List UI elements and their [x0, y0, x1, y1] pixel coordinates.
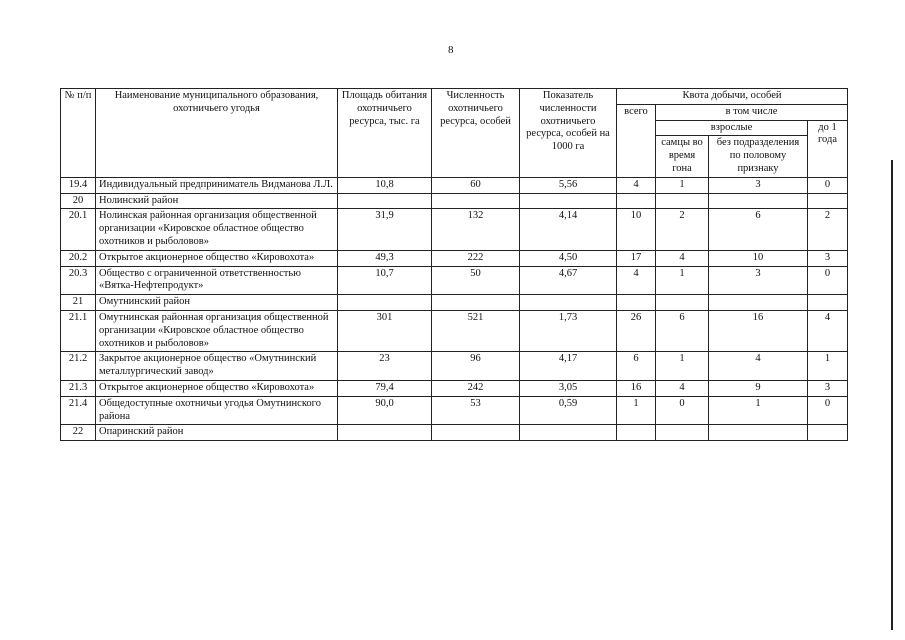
header-no-sex: без подразделения по половому признаку: [709, 136, 808, 177]
cell-under1: 1: [808, 352, 848, 381]
cell-nosex: [709, 193, 808, 209]
row-name: Индивидуальный предприниматель Видманова Л.Л.: [96, 177, 338, 193]
cell-density: 1,73: [520, 310, 617, 351]
cell-males: 4: [656, 250, 709, 266]
row-number: 21.3: [61, 380, 96, 396]
cell-area: 10,7: [338, 266, 432, 295]
cell-males: 6: [656, 310, 709, 351]
cell-nosex: 1: [709, 396, 808, 425]
header-num: № п/п: [61, 89, 96, 178]
row-name: Нолинская районная организация общественной организации «Кировское областное общество охотников и рыболовов»: [96, 209, 338, 250]
cell-nosex: 9: [709, 380, 808, 396]
cell-males: [656, 425, 709, 441]
cell-under1: [808, 425, 848, 441]
cell-population: 132: [432, 209, 520, 250]
cell-density: [520, 295, 617, 311]
cell-density: 0,59: [520, 396, 617, 425]
cell-total: 4: [617, 266, 656, 295]
row-name: Омутнинский район: [96, 295, 338, 311]
table-row: [61, 352, 848, 381]
header-population: Численность охотничьего ресурса, особей: [432, 89, 520, 178]
district-row: [61, 193, 848, 209]
row-number: 21.1: [61, 310, 96, 351]
cell-males: 1: [656, 177, 709, 193]
cell-total: 6: [617, 352, 656, 381]
cell-total: [617, 425, 656, 441]
cell-population: 222: [432, 250, 520, 266]
cell-population: 96: [432, 352, 520, 381]
cell-density: 4,50: [520, 250, 617, 266]
table-row: [61, 310, 848, 351]
row-number: 21.2: [61, 352, 96, 381]
cell-density: [520, 425, 617, 441]
quota-table: [60, 88, 848, 441]
cell-population: 53: [432, 396, 520, 425]
header-density: Показатель численности охотничьего ресурса, особей на 1000 га: [520, 89, 617, 178]
cell-under1: 0: [808, 177, 848, 193]
row-name: Закрытое акционерное общество «Омутнинский металлургический завод»: [96, 352, 338, 381]
cell-nosex: 10: [709, 250, 808, 266]
cell-population: 521: [432, 310, 520, 351]
cell-density: 3,05: [520, 380, 617, 396]
row-number: 19.4: [61, 177, 96, 193]
cell-total: 4: [617, 177, 656, 193]
row-number: 20: [61, 193, 96, 209]
header-name: Наименование муниципального образования, охотничьего угодья: [96, 89, 338, 178]
cell-males: 1: [656, 352, 709, 381]
district-row: [61, 295, 848, 311]
cell-nosex: [709, 295, 808, 311]
district-row: [61, 425, 848, 441]
cell-males: 2: [656, 209, 709, 250]
table-row: [61, 209, 848, 250]
cell-area: [338, 193, 432, 209]
cell-density: 4,17: [520, 352, 617, 381]
row-name: Нолинский район: [96, 193, 338, 209]
cell-males: 4: [656, 380, 709, 396]
cell-nosex: 3: [709, 266, 808, 295]
cell-area: 31,9: [338, 209, 432, 250]
row-name: Общедоступные охотничьи угодья Омутнинского района: [96, 396, 338, 425]
table-body: [61, 177, 848, 440]
row-number: 20.1: [61, 209, 96, 250]
row-name: Омутнинская районная организация общественной организации «Кировское областное общество охотников и рыболовов»: [96, 310, 338, 351]
cell-population: [432, 193, 520, 209]
row-number: 21.4: [61, 396, 96, 425]
row-number: 20.3: [61, 266, 96, 295]
header-area: Площадь обитания охотничьего ресурса, тыс. га: [338, 89, 432, 178]
cell-total: 26: [617, 310, 656, 351]
cell-total: 1: [617, 396, 656, 425]
header-total: всего: [617, 104, 656, 177]
cell-population: 60: [432, 177, 520, 193]
row-number: 21: [61, 295, 96, 311]
header-quota: Квота добычи, особей: [617, 89, 848, 105]
cell-population: 242: [432, 380, 520, 396]
cell-under1: [808, 295, 848, 311]
cell-under1: 3: [808, 250, 848, 266]
cell-nosex: 6: [709, 209, 808, 250]
cell-under1: 4: [808, 310, 848, 351]
cell-total: 16: [617, 380, 656, 396]
cell-under1: [808, 193, 848, 209]
row-name: Открытое акционерное общество «Кировохота»: [96, 250, 338, 266]
header-under1: до 1 года: [808, 120, 848, 177]
cell-total: 10: [617, 209, 656, 250]
cell-area: [338, 425, 432, 441]
cell-total: [617, 295, 656, 311]
table-row: [61, 250, 848, 266]
cell-area: 23: [338, 352, 432, 381]
row-number: 22: [61, 425, 96, 441]
page-number: 8: [448, 44, 454, 56]
cell-males: [656, 295, 709, 311]
cell-males: 0: [656, 396, 709, 425]
cell-area: 10,8: [338, 177, 432, 193]
cell-density: 4,67: [520, 266, 617, 295]
header-adults: взрослые: [656, 120, 808, 136]
cell-area: 90,0: [338, 396, 432, 425]
cell-population: [432, 295, 520, 311]
cell-population: [432, 425, 520, 441]
cell-total: 17: [617, 250, 656, 266]
cell-nosex: 16: [709, 310, 808, 351]
header-males-rut: самцы во время гона: [656, 136, 709, 177]
header-including: в том числе: [656, 104, 848, 120]
cell-nosex: [709, 425, 808, 441]
cell-area: 79,4: [338, 380, 432, 396]
cell-under1: 0: [808, 396, 848, 425]
table-row: [61, 396, 848, 425]
table-row: [61, 266, 848, 295]
scan-edge-line: [891, 160, 893, 630]
cell-density: 5,56: [520, 177, 617, 193]
row-name: Общество с ограниченной ответственностью «Вятка-Нефтепродукт»: [96, 266, 338, 295]
cell-area: 301: [338, 310, 432, 351]
cell-under1: 2: [808, 209, 848, 250]
cell-density: [520, 193, 617, 209]
row-name: Опаринский район: [96, 425, 338, 441]
row-name: Открытое акционерное общество «Кировохота»: [96, 380, 338, 396]
cell-nosex: 3: [709, 177, 808, 193]
cell-density: 4,14: [520, 209, 617, 250]
cell-under1: 0: [808, 266, 848, 295]
cell-under1: 3: [808, 380, 848, 396]
cell-nosex: 4: [709, 352, 808, 381]
cell-males: 1: [656, 266, 709, 295]
cell-area: 49,3: [338, 250, 432, 266]
table-row: [61, 177, 848, 193]
cell-males: [656, 193, 709, 209]
table-row: [61, 380, 848, 396]
cell-population: 50: [432, 266, 520, 295]
row-number: 20.2: [61, 250, 96, 266]
cell-area: [338, 295, 432, 311]
cell-total: [617, 193, 656, 209]
